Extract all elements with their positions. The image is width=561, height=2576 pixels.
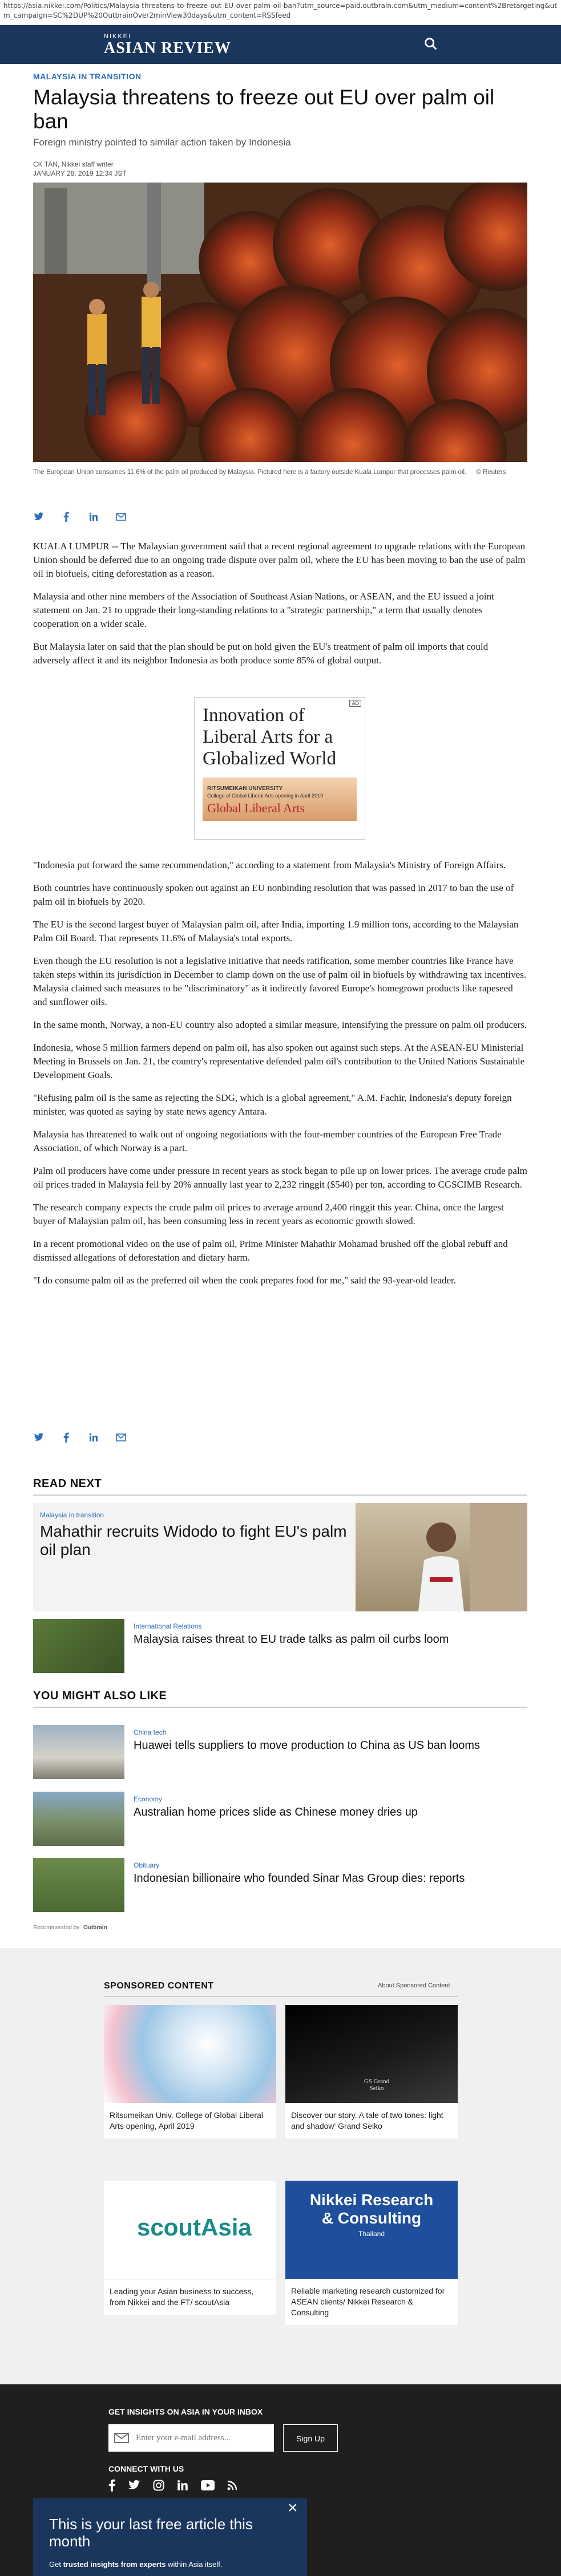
envelope-icon xyxy=(114,2433,129,2443)
article-body-top xyxy=(33,540,527,667)
logo-small: NIKKEI xyxy=(104,33,132,40)
author[interactable]: CK TAN, Nikkei staff writer xyxy=(33,160,114,168)
browser-url[interactable]: https://asia.nikkei.com/Politics/Malaysia-threatens-to-freeze-out-EU-over-palm-oil-ban?utm_source=paid.outbrain.com&utm_medium=content%2Bretargeting&utm_campaign=SC%2DUP%20OutbrainOver2minView30days&utm_content=RSSfeed xyxy=(3,2,558,19)
ad-tagline: Global Liberal Arts xyxy=(207,801,305,815)
card-title[interactable]: Huawei tells suppliers to move production to China as US ban looms xyxy=(134,1739,480,1752)
recommended-by[interactable] xyxy=(33,1925,107,1931)
sponsored-image xyxy=(285,2181,458,2279)
card-thumbnail xyxy=(33,1619,124,1673)
linkedin-icon[interactable] xyxy=(88,511,99,523)
twitter-icon[interactable] xyxy=(33,511,45,523)
card-thumbnail xyxy=(33,1725,124,1779)
also-like-heading: YOU MIGHT ALSO LIKE xyxy=(33,1690,167,1702)
paragraph: Even though the EU resolution is not a legislative initiative that needs ratification, some member countries like France have taken steps within its jurisdiction in December to clamp down on the use of palm oil in biofuels by withdrawing tax incentives. Malaysia claimed such measures to be "discriminatory" as it indirectly favored Europe's homegrown products like rapeseed and sunflower oils. xyxy=(33,955,527,1007)
recommendation-item[interactable] xyxy=(33,1858,527,1912)
recommendation-item[interactable] xyxy=(33,1792,527,1846)
article-kicker[interactable]: MALAYSIA IN TRANSITION xyxy=(33,72,142,81)
sponsored-section xyxy=(0,1948,561,2384)
youtube-icon[interactable] xyxy=(201,2480,215,2493)
email-input[interactable] xyxy=(135,2433,268,2444)
paragraph: Both countries have continuously spoken out against an EU nonbinding resolution that was passed in 2017 to ban the use of palm oil in biofuels by 2020. xyxy=(33,882,514,907)
paragraph: But Malaysia later on said that the plan should be put on hold given the EU's treatment of palm oil imports that could adversely affect it and its neighbor Indonesia as both produce some 85% of global output. xyxy=(33,641,489,666)
image-credit: © Reuters xyxy=(476,469,506,476)
email-icon[interactable] xyxy=(115,1432,127,1443)
paragraph: The EU is the second largest buyer of Malaysian palm oil, after India, importing 1.9 million tons, according to the Malaysian Palm Oil Board. That represents 11.6% of Malaysia's total exports. xyxy=(33,919,519,943)
twitter-icon[interactable] xyxy=(128,2480,140,2493)
facebook-icon[interactable] xyxy=(108,2479,115,2494)
paywall-banner xyxy=(33,2498,307,2576)
card-kicker[interactable]: Obituary xyxy=(134,1861,160,1869)
article-subtitle: Foreign ministry pointed to similar action taken by Indonesia xyxy=(33,137,291,148)
nrc-logo-2: & Consulting xyxy=(321,2209,422,2227)
grand-seiko-logo: GS Grand Seiko xyxy=(364,2078,390,2092)
card-thumbnail xyxy=(33,1858,124,1912)
ad-badge: AD xyxy=(349,700,361,707)
sponsored-card[interactable] xyxy=(285,2005,458,2138)
outbrain-logo: Outbrain xyxy=(83,1925,107,1931)
paragraph: Malaysia has threatened to walk out of ongoing negotiations with the four-member countries of the European Free Trade Association, of which Norway is a part. xyxy=(33,1129,502,1153)
ad-headline-2: Liberal Arts for a xyxy=(203,727,333,747)
site-logo[interactable] xyxy=(104,33,231,57)
divider xyxy=(33,1494,527,1496)
recommended-label: Recommended by xyxy=(33,1925,80,1931)
sponsored-card[interactable] xyxy=(104,2181,276,2315)
article-title: Malaysia threatens to freeze out EU over palm oil ban xyxy=(33,86,495,133)
about-sponsored-link[interactable]: About Sponsored Content xyxy=(378,1982,450,1989)
paywall-title: This is your last free article this month xyxy=(49,2516,253,2550)
paywall-close-button[interactable]: × xyxy=(288,2498,298,2517)
logo-big: ASIAN REVIEW xyxy=(104,39,231,57)
facebook-icon[interactable] xyxy=(60,1432,72,1443)
share-bar-bottom xyxy=(33,1432,527,1443)
sponsored-text[interactable]: Discover our story. A tale of two tones: light and shadow' Grand Seiko xyxy=(291,2111,443,2131)
card-title[interactable]: Malaysia raises threat to EU trade talks as palm oil curbs loom xyxy=(134,1633,449,1646)
ad-headline-3: Globalized World xyxy=(203,748,337,769)
paragraph: KUALA LUMPUR -- The Malaysian government said that a recent regional agreement to upgrade relations with the European Union should be deferred due to an ongoing trade dispute over palm oil, where the EU has been moving to ban the use of palm oil in biofuels, citing deforestation as a reason. xyxy=(33,541,526,579)
paragraph: Malaysia and other nine members of the Association of Southeast Asian Nations, or ASEAN, and the EU issued a joint statement on Jan. 21 to upgrade their long-standing relations to a "strategic partnership," a term that usually denotes cooperation on a wider scale. xyxy=(33,591,494,629)
sponsored-heading: SPONSORED CONTENT xyxy=(104,1981,214,1991)
connect-heading: CONNECT WITH US xyxy=(108,2464,184,2473)
sponsored-text[interactable]: Ritsumeikan Univ. College of Global Liberal Arts opening, April 2019 xyxy=(110,2111,263,2131)
linkedin-icon[interactable] xyxy=(177,2480,188,2494)
paragraph: "Refusing palm oil is the same as rejecting the SDG, which is a global agreement," A.M. Fachir, Indonesia's deputy foreign minister, was quoted as saying by state news agency Antara. xyxy=(33,1092,512,1117)
read-next-heading: READ NEXT xyxy=(33,1477,102,1490)
paragraph: In a recent promotional video on the use of palm oil, Prime Minister Mahathir Mohamad brushed off the global rebuff and dismissed allegations of deforestation and dietary harm. xyxy=(33,1238,508,1263)
paragraph: "Indonesia put forward the same recommendation," according to a statement from Malaysia's Ministry of Foreign Affairs. xyxy=(33,860,506,870)
card-title[interactable]: Mahathir recruits Widodo to fight EU's palm oil plan xyxy=(40,1522,347,1558)
paragraph: Indonesia, whose 5 million farmers depend on palm oil, has also spoken out against such steps. At the ASEAN-EU Ministerial Meeting in Brussels on Jan. 21, the country's representative defended palm oil's contribution to the United Nations Sustainable Development Goals. xyxy=(33,1042,525,1080)
social-links xyxy=(108,2479,237,2494)
sponsored-card[interactable] xyxy=(104,2005,276,2138)
paywall-sub-bold: trusted insights from experts xyxy=(63,2560,166,2569)
share-bar-top xyxy=(33,511,527,523)
scoutasia-logo: scoutAsia xyxy=(137,2214,252,2241)
instagram-icon[interactable] xyxy=(153,2480,164,2494)
card-title[interactable]: Australian home prices slide as Chinese money dries up xyxy=(134,1806,418,1818)
card-kicker[interactable]: China tech xyxy=(134,1728,167,1736)
paragraph: "I do consume palm oil as the preferred oil when the cook prepares food for me," said the 93-year-old leader. xyxy=(33,1275,456,1286)
recommendation-item[interactable] xyxy=(33,1725,527,1779)
nrc-logo-1: Nikkei Research xyxy=(309,2191,434,2209)
sponsored-image xyxy=(104,2181,276,2279)
sponsored-image xyxy=(285,2005,458,2103)
card-kicker[interactable]: Economy xyxy=(134,1795,163,1803)
sponsored-text[interactable]: Reliable marketing research customized for ASEAN clients/ Nikkei Research & Consulting xyxy=(291,2286,445,2317)
widodo-photo xyxy=(356,1503,527,1611)
divider xyxy=(104,1996,458,1997)
article-body-bottom xyxy=(33,858,527,1287)
publish-date: JANUARY 28, 2019 12:34 JST xyxy=(33,169,127,177)
card-kicker[interactable]: Malaysia in transition xyxy=(40,1511,104,1519)
card-kicker[interactable]: International Relations xyxy=(134,1622,202,1630)
sponsored-image xyxy=(104,2005,276,2103)
search-icon[interactable] xyxy=(423,36,439,52)
signup-button[interactable]: Sign Up xyxy=(283,2424,338,2452)
nrc-logo-3: Thailand xyxy=(358,2230,385,2238)
paragraph: In the same month, Norway, a non-EU country also adopted a similar measure, intensifying the pressure on palm oil producers. xyxy=(33,1019,527,1030)
hero-image xyxy=(33,183,527,462)
ad-subline: College of Global Liberal Arts opening in April 2019 xyxy=(207,793,324,799)
ad-image xyxy=(203,777,357,821)
site-header xyxy=(0,25,561,64)
image-caption: The European Union consumes 11.6% of the palm oil produced by Malaysia. Pictured here is a factory outside Kuala Lumpur that processes palm oil. xyxy=(33,469,467,476)
card-thumbnail xyxy=(33,1792,124,1846)
read-next-item[interactable] xyxy=(33,1503,527,1611)
read-next-item[interactable] xyxy=(33,1619,527,1673)
twitter-icon[interactable] xyxy=(33,1432,45,1443)
rss-icon[interactable] xyxy=(227,2480,237,2493)
paragraph: The research company expects the crude palm oil prices to average around 2,400 ringgit this year. China, once the largest buyer of Malaysian palm oil, has been consuming less in recent years as economic growth slowed. xyxy=(33,1202,504,1226)
sponsored-card[interactable] xyxy=(285,2181,458,2325)
newsletter-heading: GET INSIGHTS ON ASIA IN YOUR INBOX xyxy=(108,2407,263,2416)
paywall-subtitle xyxy=(49,2560,222,2569)
paragraph: Palm oil producers have come under pressure in recent years as stock began to pile up on lower prices. The average crude palm oil prices traded in Malaysia fell by 20% annually last year to 2,232 ringgit ($540) per ton, according to CGSCIMB Research. xyxy=(33,1165,527,1190)
sponsored-text[interactable]: Leading your Asian business to success, from Nikkei and the FT/ scoutAsia xyxy=(110,2287,254,2307)
ad-headline-1: Innovation of xyxy=(203,705,305,726)
paywall-sub-post: within Asia itself. xyxy=(166,2560,223,2569)
ad-org: RITSUMEIKAN UNIVERSITY xyxy=(207,785,283,792)
paywall-sub-pre: Get xyxy=(49,2560,63,2569)
facebook-icon[interactable] xyxy=(60,511,72,523)
linkedin-icon[interactable] xyxy=(88,1432,99,1443)
advertisement[interactable] xyxy=(194,697,365,840)
email-icon[interactable] xyxy=(115,511,127,523)
divider xyxy=(33,1707,527,1708)
card-title[interactable]: Indonesian billionaire who founded Sinar Mas Group dies: reports xyxy=(134,1872,465,1885)
